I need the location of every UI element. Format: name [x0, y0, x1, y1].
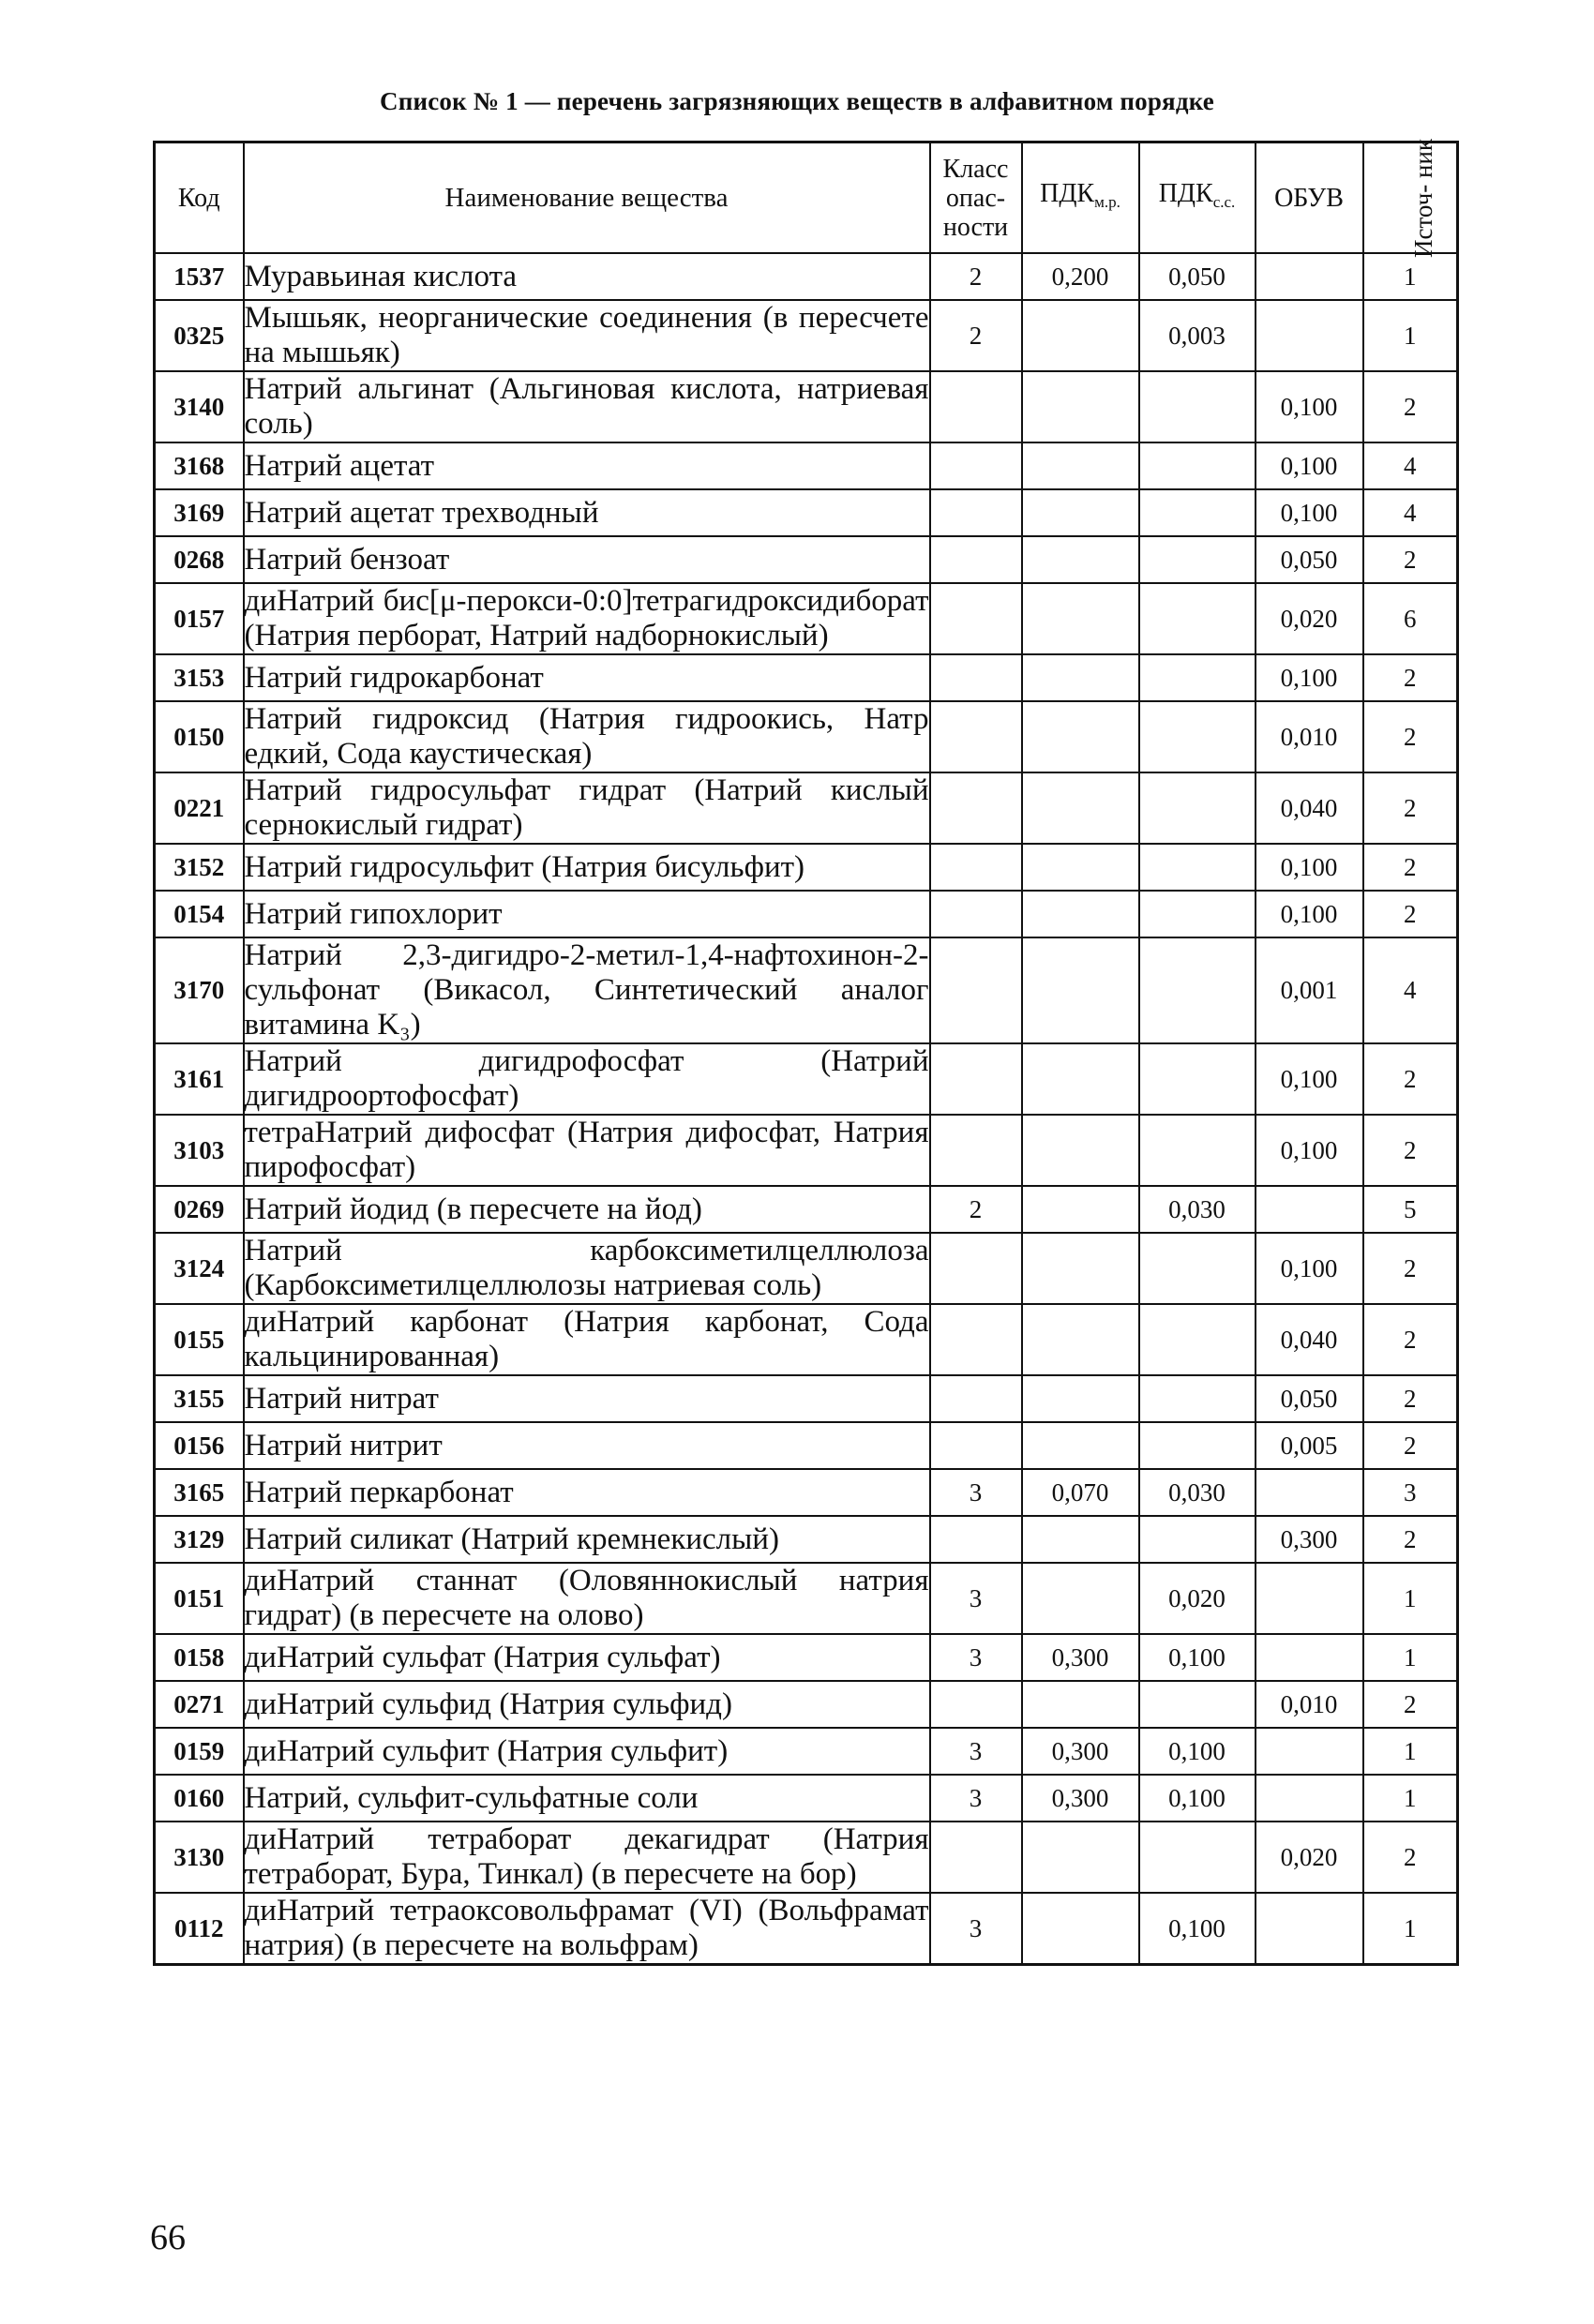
header-class: Класс опас- ности — [930, 142, 1022, 254]
row-source: 2 — [1363, 772, 1458, 844]
row-pdk-mr: 0,300 — [1022, 1728, 1139, 1775]
row-pdk-ss — [1139, 1115, 1256, 1186]
row-source: 2 — [1363, 701, 1458, 772]
row-pdk-ss — [1139, 1422, 1256, 1469]
table-header-row — [155, 142, 1458, 254]
row-code: 0159 — [155, 1728, 244, 1775]
row-source: 2 — [1363, 1422, 1458, 1469]
row-pdk-ss — [1139, 371, 1256, 442]
row-pdk-mr — [1022, 1043, 1139, 1115]
row-obuv: 0,100 — [1256, 442, 1363, 489]
row-code: 3168 — [155, 442, 244, 489]
table-body — [155, 253, 1458, 1965]
row-pdk-ss — [1139, 701, 1256, 772]
header-pdk-mr-label: ПДК — [1040, 179, 1095, 208]
row-code: 0158 — [155, 1634, 244, 1681]
row-class — [930, 371, 1022, 442]
table-row — [155, 253, 1458, 300]
row-obuv — [1256, 1775, 1363, 1822]
row-class — [930, 1822, 1022, 1893]
table-row — [155, 1469, 1458, 1516]
row-class — [930, 442, 1022, 489]
row-name: диНатрий тетраоксовольфрамат (VI) (Вольфрамат натрия) (в пересчете на вольфрам) — [244, 1893, 930, 1965]
row-pdk-mr — [1022, 1422, 1139, 1469]
row-name: Натрий бензоат — [244, 536, 930, 583]
row-class — [930, 1422, 1022, 1469]
row-pdk-mr: 0,200 — [1022, 253, 1139, 300]
row-pdk-mr — [1022, 772, 1139, 844]
row-pdk-ss — [1139, 1516, 1256, 1563]
table-row — [155, 1516, 1458, 1563]
row-code: 3170 — [155, 937, 244, 1043]
row-source: 1 — [1363, 253, 1458, 300]
row-name: Мышьяк, неорганические соединения (в пересчете на мышьяк) — [244, 301, 929, 369]
table-row — [155, 654, 1458, 701]
header-pdk-ss-subscript: с.с. — [1212, 193, 1236, 211]
row-source: 5 — [1363, 1186, 1458, 1233]
header-pdk-ss — [1139, 142, 1256, 254]
row-code: 0155 — [155, 1304, 244, 1375]
header-pdk-mr — [1022, 142, 1139, 254]
row-pdk-mr: 0,070 — [1022, 1469, 1139, 1516]
row-name: Натрий нитрит — [244, 1422, 930, 1469]
row-name: диНатрий сульфит (Натрия сульфит) — [244, 1728, 930, 1775]
row-obuv: 0,010 — [1256, 701, 1363, 772]
row-obuv: 0,005 — [1256, 1422, 1363, 1469]
row-name: диНатрий карбонат (Натрия карбонат, Сода кальцинированная) — [244, 1305, 929, 1373]
row-class — [930, 1043, 1022, 1115]
table-row — [155, 371, 1458, 442]
row-pdk-mr — [1022, 1822, 1139, 1893]
row-obuv: 0,100 — [1256, 891, 1363, 937]
row-pdk-mr — [1022, 654, 1139, 701]
row-name: Натрий гидросульфит (Натрия бисульфит) — [244, 844, 930, 891]
row-code: 3140 — [155, 371, 244, 442]
row-pdk-ss — [1139, 489, 1256, 536]
table-row — [155, 1043, 1458, 1115]
row-name: тетраНатрий дифосфат (Натрия дифосфат, Натрия пирофосфат) — [244, 1116, 929, 1184]
row-source: 2 — [1363, 1516, 1458, 1563]
row-class — [930, 1304, 1022, 1375]
row-pdk-ss: 0,100 — [1139, 1893, 1256, 1965]
row-obuv — [1256, 1634, 1363, 1681]
row-code: 0325 — [155, 300, 244, 371]
row-pdk-ss — [1139, 1304, 1256, 1375]
row-name: Натрий нитрат — [244, 1375, 930, 1422]
row-name: Натрий гидрокарбонат — [244, 654, 930, 701]
row-code: 3103 — [155, 1115, 244, 1186]
row-pdk-mr: 0,300 — [1022, 1775, 1139, 1822]
row-name: диНатрий сульфид (Натрия сульфид) — [244, 1681, 930, 1728]
row-pdk-mr — [1022, 1233, 1139, 1304]
row-pdk-ss — [1139, 844, 1256, 891]
row-name: Натрий йодид (в пересчете на йод) — [244, 1186, 930, 1233]
row-name: Натрий ацетат трехводный — [244, 489, 930, 536]
row-pdk-mr — [1022, 1115, 1139, 1186]
row-class: 3 — [930, 1728, 1022, 1775]
row-class — [930, 1115, 1022, 1186]
row-class — [930, 891, 1022, 937]
table-row — [155, 1115, 1458, 1186]
row-code: 0150 — [155, 701, 244, 772]
row-pdk-ss — [1139, 536, 1256, 583]
row-class: 2 — [930, 253, 1022, 300]
row-pdk-mr — [1022, 844, 1139, 891]
row-code: 0112 — [155, 1893, 244, 1965]
row-obuv: 0,050 — [1256, 536, 1363, 583]
row-pdk-ss — [1139, 891, 1256, 937]
row-obuv: 0,100 — [1256, 654, 1363, 701]
row-pdk-ss: 0,100 — [1139, 1775, 1256, 1822]
row-class: 3 — [930, 1775, 1022, 1822]
table-row — [155, 1775, 1458, 1822]
row-name: Натрий гипохлорит — [244, 891, 930, 937]
table-row — [155, 891, 1458, 937]
row-code: 0160 — [155, 1775, 244, 1822]
row-class — [930, 654, 1022, 701]
row-source: 1 — [1363, 1563, 1458, 1634]
row-source: 2 — [1363, 1822, 1458, 1893]
row-obuv — [1256, 1186, 1363, 1233]
header-source-label: Источ- ник — [1408, 138, 1437, 258]
row-obuv: 0,040 — [1256, 1304, 1363, 1375]
row-code: 3155 — [155, 1375, 244, 1422]
row-source: 1 — [1363, 300, 1458, 371]
row-code: 0269 — [155, 1186, 244, 1233]
row-code: 0157 — [155, 583, 244, 654]
row-source: 2 — [1363, 844, 1458, 891]
row-class — [930, 1516, 1022, 1563]
row-name: диНатрий станнат (Оловяннокислый натрия гидрат) (в пересчете на олово) — [244, 1564, 929, 1632]
header-source — [1363, 138, 1458, 258]
header-obuv: ОБУВ — [1256, 142, 1363, 254]
table-row — [155, 1681, 1458, 1728]
row-class: 2 — [930, 1186, 1022, 1233]
table-row — [155, 1822, 1458, 1893]
row-code: 3153 — [155, 654, 244, 701]
row-pdk-mr — [1022, 300, 1139, 371]
row-source: 2 — [1363, 1233, 1458, 1304]
row-code: 3161 — [155, 1043, 244, 1115]
row-pdk-mr — [1022, 1304, 1139, 1375]
table-row — [155, 583, 1458, 654]
row-pdk-ss — [1139, 1681, 1256, 1728]
row-obuv — [1256, 1728, 1363, 1775]
row-class — [930, 489, 1022, 536]
row-class: 3 — [930, 1893, 1022, 1965]
row-source: 2 — [1363, 891, 1458, 937]
row-class: 3 — [930, 1469, 1022, 1516]
row-name: диНатрий бис[μ-перокси-0:0]тетрагидроксидиборат (Натрия перборат, Натрий надборнокислый) — [244, 584, 929, 652]
table-row — [155, 1304, 1458, 1375]
row-pdk-ss: 0,050 — [1139, 253, 1256, 300]
row-pdk-ss: 0,100 — [1139, 1634, 1256, 1681]
row-source: 1 — [1363, 1728, 1458, 1775]
table-row — [155, 772, 1458, 844]
row-pdk-ss — [1139, 772, 1256, 844]
row-obuv — [1256, 1563, 1363, 1634]
row-code: 0221 — [155, 772, 244, 844]
table-row — [155, 1233, 1458, 1304]
row-pdk-mr — [1022, 1516, 1139, 1563]
row-pdk-mr — [1022, 1563, 1139, 1634]
row-pdk-ss — [1139, 442, 1256, 489]
row-obuv: 0,100 — [1256, 371, 1363, 442]
row-obuv: 0,100 — [1256, 489, 1363, 536]
row-obuv: 0,100 — [1256, 1043, 1363, 1115]
row-pdk-ss — [1139, 1233, 1256, 1304]
row-name: Натрий перкарбонат — [244, 1469, 930, 1516]
row-source: 3 — [1363, 1469, 1458, 1516]
row-class — [930, 583, 1022, 654]
row-class — [930, 1375, 1022, 1422]
row-class — [930, 844, 1022, 891]
row-name: Натрий 2,3-дигидро-2-метил-1,4-нафтохинон-2-сульфонат (Викасол, Синтетический аналог витамина K₃) — [244, 938, 929, 1042]
row-source: 2 — [1363, 536, 1458, 583]
row-class — [930, 1233, 1022, 1304]
row-obuv: 0,050 — [1256, 1375, 1363, 1422]
row-name: Натрий силикат (Натрий кремнекислый) — [244, 1516, 930, 1563]
row-source: 2 — [1363, 1304, 1458, 1375]
row-class: 3 — [930, 1563, 1022, 1634]
row-obuv: 0,001 — [1256, 937, 1363, 1043]
row-pdk-ss: 0,020 — [1139, 1563, 1256, 1634]
row-code: 3130 — [155, 1822, 244, 1893]
row-source: 4 — [1363, 489, 1458, 536]
row-pdk-ss — [1139, 1822, 1256, 1893]
row-class: 2 — [930, 300, 1022, 371]
row-source: 1 — [1363, 1893, 1458, 1965]
page-number: 66 — [150, 2218, 186, 2257]
row-pdk-mr — [1022, 1375, 1139, 1422]
table-row — [155, 489, 1458, 536]
row-obuv: 0,020 — [1256, 583, 1363, 654]
row-pdk-mr — [1022, 701, 1139, 772]
row-name: Натрий дигидрофосфат (Натрий дигидроортофосфат) — [244, 1044, 929, 1113]
table-row — [155, 1563, 1458, 1634]
row-class: 3 — [930, 1634, 1022, 1681]
row-source: 2 — [1363, 1681, 1458, 1728]
row-pdk-ss — [1139, 1043, 1256, 1115]
row-pdk-ss: 0,100 — [1139, 1728, 1256, 1775]
row-code: 3165 — [155, 1469, 244, 1516]
row-obuv — [1256, 1893, 1363, 1965]
row-source: 2 — [1363, 1115, 1458, 1186]
header-pdk-mr-subscript: м.р. — [1094, 193, 1120, 211]
row-obuv: 0,100 — [1256, 1115, 1363, 1186]
header-code: Код — [155, 142, 244, 254]
row-pdk-mr — [1022, 1681, 1139, 1728]
row-pdk-ss: 0,003 — [1139, 300, 1256, 371]
header-name: Наименование вещества — [244, 142, 930, 254]
table-row — [155, 1375, 1458, 1422]
row-obuv — [1256, 253, 1363, 300]
row-code: 3129 — [155, 1516, 244, 1563]
row-name: Натрий карбоксиметилцеллюлоза (Карбоксиметилцеллюлозы натриевая соль) — [244, 1234, 929, 1302]
table-row — [155, 844, 1458, 891]
row-name: Муравьиная кислота — [244, 253, 930, 300]
row-pdk-ss — [1139, 583, 1256, 654]
row-name: Натрий ацетат — [244, 442, 930, 489]
table-row — [155, 937, 1458, 1043]
row-pdk-mr: 0,300 — [1022, 1634, 1139, 1681]
row-pdk-ss — [1139, 937, 1256, 1043]
row-name: Натрий альгинат (Альгиновая кислота, натриевая соль) — [244, 372, 929, 441]
row-pdk-mr — [1022, 371, 1139, 442]
header-pdk-ss-label: ПДК — [1158, 179, 1213, 208]
row-pdk-mr — [1022, 937, 1139, 1043]
table-row — [155, 1186, 1458, 1233]
row-source: 1 — [1363, 1775, 1458, 1822]
row-source: 1 — [1363, 1634, 1458, 1681]
row-class — [930, 937, 1022, 1043]
row-pdk-mr — [1022, 583, 1139, 654]
row-code: 3124 — [155, 1233, 244, 1304]
row-class — [930, 536, 1022, 583]
row-pdk-ss: 0,030 — [1139, 1469, 1256, 1516]
row-name: Натрий гидроксид (Натрия гидроокись, Натр едкий, Сода каустическая) — [244, 702, 929, 771]
row-code: 0268 — [155, 536, 244, 583]
row-obuv: 0,020 — [1256, 1822, 1363, 1893]
row-source: 6 — [1363, 583, 1458, 654]
row-pdk-mr — [1022, 442, 1139, 489]
row-code: 0156 — [155, 1422, 244, 1469]
row-obuv: 0,300 — [1256, 1516, 1363, 1563]
row-pdk-mr — [1022, 489, 1139, 536]
table-row — [155, 1634, 1458, 1681]
row-source: 4 — [1363, 442, 1458, 489]
row-source: 2 — [1363, 654, 1458, 701]
row-code: 0154 — [155, 891, 244, 937]
row-obuv: 0,040 — [1256, 772, 1363, 844]
row-source: 2 — [1363, 371, 1458, 442]
row-name: Натрий гидросульфат гидрат (Натрий кислый сернокислый гидрат) — [244, 773, 929, 842]
row-class — [930, 772, 1022, 844]
page-title: Список № 1 — перечень загрязняющих веществ в алфавитном порядке — [380, 87, 1214, 115]
row-obuv — [1256, 1469, 1363, 1516]
row-class — [930, 1681, 1022, 1728]
row-pdk-ss — [1139, 1375, 1256, 1422]
row-name: Натрий, сульфит-сульфатные соли — [244, 1775, 930, 1822]
row-pdk-ss: 0,030 — [1139, 1186, 1256, 1233]
row-class — [930, 701, 1022, 772]
row-obuv — [1256, 300, 1363, 371]
row-source: 2 — [1363, 1375, 1458, 1422]
table-row — [155, 1893, 1458, 1965]
table-row — [155, 1422, 1458, 1469]
table-row — [155, 442, 1458, 489]
table-row — [155, 701, 1458, 772]
row-obuv: 0,100 — [1256, 1233, 1363, 1304]
row-name: диНатрий сульфат (Натрия сульфат) — [244, 1634, 930, 1681]
row-obuv: 0,100 — [1256, 844, 1363, 891]
row-source: 2 — [1363, 1043, 1458, 1115]
row-obuv: 0,010 — [1256, 1681, 1363, 1728]
row-code: 0271 — [155, 1681, 244, 1728]
row-pdk-mr — [1022, 891, 1139, 937]
table-row — [155, 536, 1458, 583]
row-code: 3152 — [155, 844, 244, 891]
substances-table — [153, 138, 1459, 1966]
row-pdk-mr — [1022, 536, 1139, 583]
row-pdk-mr — [1022, 1893, 1139, 1965]
row-code: 0151 — [155, 1563, 244, 1634]
row-source: 4 — [1363, 937, 1458, 1043]
row-name: диНатрий тетраборат декагидрат (Натрия тетраборат, Бура, Тинкал) (в пересчете на бор) — [244, 1822, 929, 1891]
table-row — [155, 1728, 1458, 1775]
row-pdk-ss — [1139, 654, 1256, 701]
table-row — [155, 300, 1458, 371]
row-code: 1537 — [155, 253, 244, 300]
row-pdk-mr — [1022, 1186, 1139, 1233]
row-code: 3169 — [155, 489, 244, 536]
